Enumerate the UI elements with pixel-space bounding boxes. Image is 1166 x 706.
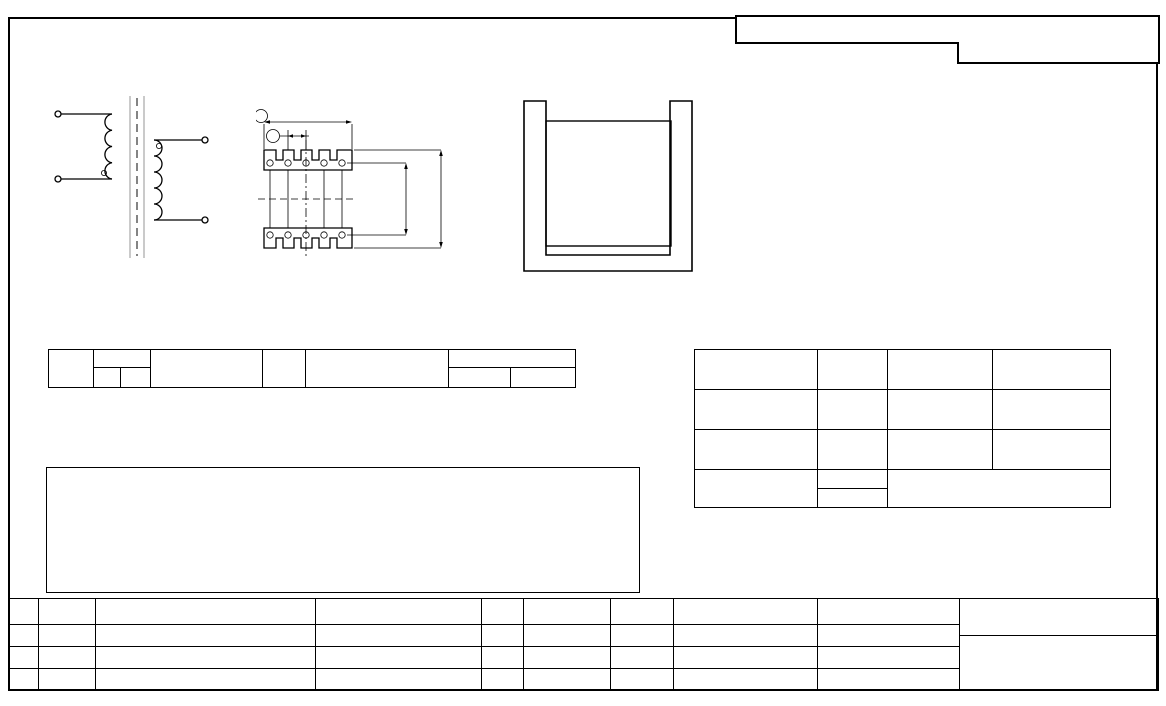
pin-5-terminal <box>202 137 208 143</box>
title-block-top <box>960 599 1158 636</box>
rev-header-rev-right <box>524 599 611 625</box>
construction-diagram <box>521 98 701 276</box>
title-block <box>960 599 1159 691</box>
drawing-subtitle <box>960 636 1158 690</box>
spec-col-test-item <box>695 350 818 390</box>
electrical-specification-table <box>694 349 1111 508</box>
rev-header-rev-left <box>9 599 39 625</box>
bobbin-top-flange <box>264 150 352 170</box>
note-box <box>46 467 640 593</box>
winding-col-wire <box>449 368 511 388</box>
winding-col-sequence <box>49 350 94 388</box>
sheet-number-box <box>957 42 1160 64</box>
secondary-coil <box>154 140 162 220</box>
electrical-diagram <box>28 88 233 266</box>
spec-value-hipot <box>888 470 1111 508</box>
winding-parameter-table <box>48 349 576 388</box>
spec-col-pin <box>818 350 888 390</box>
spec-col-specification <box>888 350 993 390</box>
secondary-polarity-dot <box>156 143 161 148</box>
bobbin-bottom-flange <box>264 228 352 248</box>
winding-col-layers <box>449 350 576 368</box>
winding-col-start <box>94 368 121 388</box>
rev-header-check-left <box>316 599 482 625</box>
rev-header-date-right <box>611 599 674 625</box>
spec-item-hipot <box>695 470 818 508</box>
rev-gap-cell <box>482 599 524 625</box>
pin-3-terminal <box>55 111 61 117</box>
pin-1-terminal <box>55 176 61 182</box>
primary-coil <box>105 114 112 179</box>
spec-cond-leakage-inductance <box>993 430 1111 470</box>
spec-pin-hipot-pri-sec <box>818 470 888 489</box>
spec-col-test-condition <box>993 350 1111 390</box>
winding-col-wire-diameter <box>151 350 263 388</box>
winding-col-turns <box>263 350 306 388</box>
spec-pin-hipot-sec-core <box>818 489 888 508</box>
winding-col-finish <box>121 368 151 388</box>
spec-value-leakage-inductance <box>888 430 993 470</box>
rev-header-changes-right <box>674 599 818 625</box>
bobbin-dimensions-drawing <box>256 106 471 264</box>
company-title-box <box>735 15 1160 44</box>
winding-stack-box <box>546 121 671 246</box>
spec-pin-leakage-inductance <box>818 430 888 470</box>
rev-header-date-left <box>39 599 96 625</box>
spec-cond-primary-inductance <box>993 390 1111 430</box>
winding-col-direction <box>306 350 449 388</box>
winding-col-tape <box>511 368 576 388</box>
title-label <box>960 599 1158 600</box>
spec-item-leakage-inductance <box>695 430 818 470</box>
spec-pin-primary-inductance <box>818 390 888 430</box>
rev-header-changes-left <box>96 599 316 625</box>
symbol-m-circle <box>256 110 268 123</box>
pin-8-terminal <box>202 217 208 223</box>
rev-header-check-right <box>818 599 960 625</box>
revision-table <box>8 598 1159 691</box>
spec-item-primary-inductance <box>695 390 818 430</box>
symbol-c-circle <box>267 130 280 143</box>
winding-col-pin <box>94 350 151 368</box>
spec-value-primary-inductance <box>888 390 993 430</box>
